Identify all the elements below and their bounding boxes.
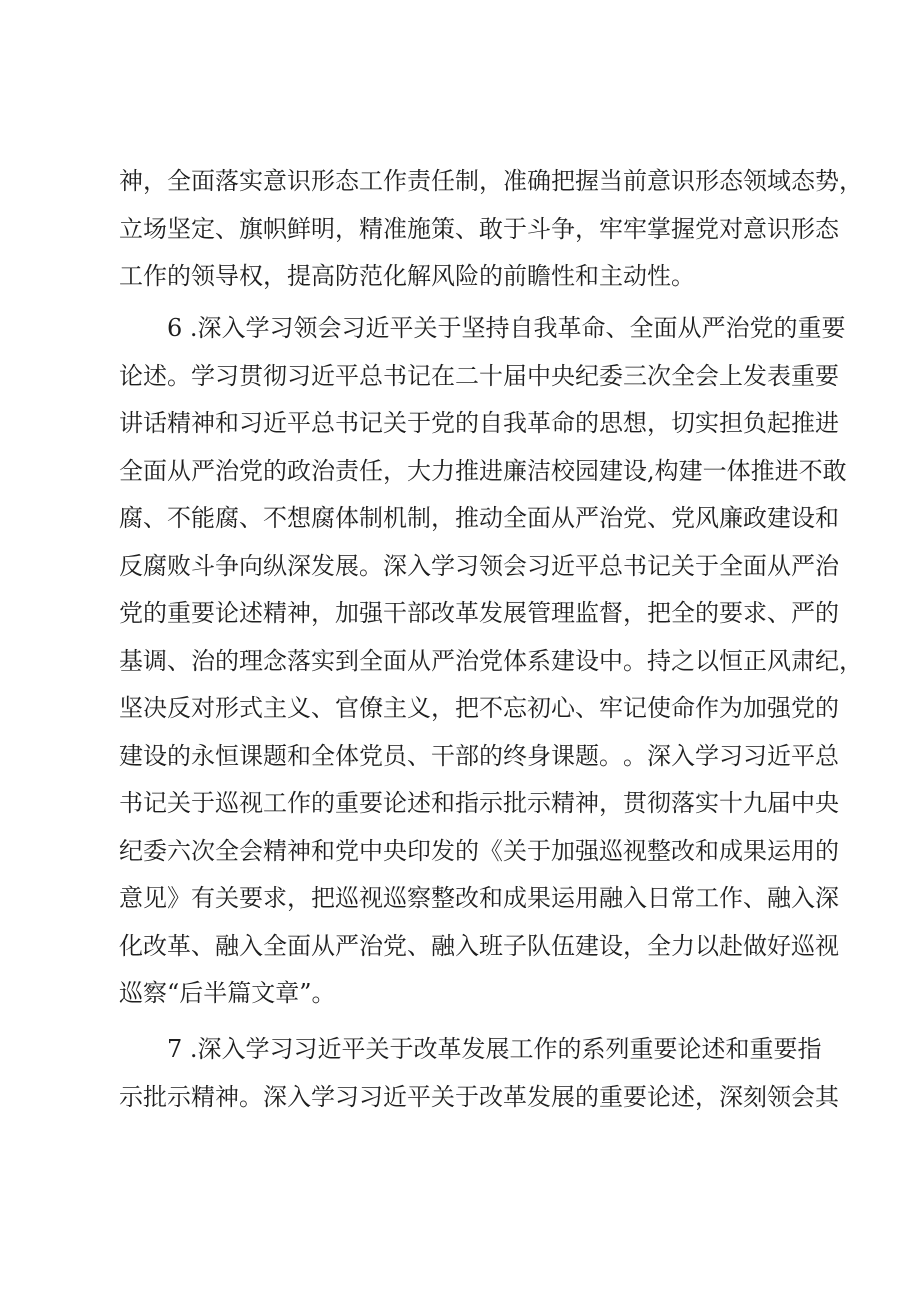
paragraph-heading-line: 7 .深入学习习近平关于改革发展工作的系列重要论述和重要指: [167, 1035, 822, 1063]
paragraph-5-tail: [119, 158, 863, 301]
text-line: 工作的领导权，提高防范化解风险的前瞻性和主动性。: [119, 262, 695, 290]
text-line: 反 腐 败 斗 争 向 纵 深 发 展 。 深 入 学 习 领 会 习 近 平 总 书 记 关 于 全 面 从 严 治: [119, 551, 839, 580]
text-line: 坚 决 反 对 形 式 主 义 、 官 僚 主 义 ， 把 不 忘 初 心 、 牢 记 使 命 作 为 加 强 党 的: [119, 694, 839, 722]
text-line: 意 见 》 有 关 要 求 ， 把 巡 视 巡 察 整 改 和 成 果 运 用 融 入 日 常 工 作 、 融 入 深: [119, 884, 839, 912]
text-line: 基 调 、 治 的 理 念 落 实 到 全 面 从 严 治 党 体 系 建 设 中 。 持 之 以 恒 正 风 肃 纪 ，: [119, 646, 863, 675]
paragraph-6: [119, 305, 863, 1018]
text-line: 讲 话 精 神 和 习 近 平 总 书 记 关 于 党 的 自 我 革 命 的 思 想 ， 切 实 担 负 起 推 进: [119, 409, 839, 437]
paragraph-7: [119, 1026, 839, 1121]
text-line: 化 改 革 、 融 入 全 面 从 严 治 党 、 融 入 班 子 队 伍 建 设 ， 全 力 以 赴 做 好 巡 视: [119, 931, 839, 960]
text-line: 腐 、 不 能 腐 、 不 想 腐 体 制 机 制 ， 推 动 全 面 从 严 治 党 、 党 风 廉 政 建 设 和: [119, 504, 839, 532]
text-line: 论 述 。 学 习 贯 彻 习 近 平 总 书 记 在 二 十 届 中 央 纪 委 三 次 全 会 上 发 表 重 要: [119, 361, 839, 390]
text-line: 书 记 关 于 巡 视 工 作 的 重 要 论 述 和 指 示 批 示 精 神 ， 贯 彻 落 实 十 九 届 中 央: [119, 789, 839, 817]
text-line: 立 场 坚 定 、 旗 帜 鲜 明 ， 精 准 施 策 、 敢 于 斗 争 ， 牢 牢 掌 握 党 对 意 识 形 态: [119, 214, 839, 243]
text-line: 全 面 从 严 治 党 的 政 治 责 任 ， 大 力 推 进 廉 洁 校 园 建 设 , 构 建 一 体 推 进 不 敢: [119, 456, 847, 485]
text-line: 建 设 的 永 恒 课 题 和 全 体 党 员 、 干 部 的 终 身 课 题 。 。 深 入 学 习 习 近 平 总: [119, 741, 839, 770]
text-line: 党 的 重 要 论 述 精 神 ， 加 强 干 部 改 革 发 展 管 理 监 督 ， 把 全 的 要 求 、 严 的: [119, 599, 839, 627]
text-line: 纪 委 六 次 全 会 精 神 和 党 中 央 印 发 的 《 关 于 加 强 巡 视 整 改 和 成 果 运 用 的: [119, 836, 839, 865]
text-line: 巡察“后半篇文章”。: [119, 979, 336, 1007]
paragraph-heading-line: 6 .深入学习领会习近平关于坚持自我革命、全面从严治党的重要: [167, 314, 846, 342]
text-line: 示 批 示 精 神 。 深 入 学 习 习 近 平 关 于 改 革 发 展 的 重 要 论 述 ， 深 刻 领 会 其: [119, 1082, 839, 1111]
text-line: 神 ， 全 面 落 实 意 识 形 态 工 作 责 任 制 ， 准 确 把 握 当 前 意 识 形 态 领 域 态 势 ，: [119, 167, 863, 195]
